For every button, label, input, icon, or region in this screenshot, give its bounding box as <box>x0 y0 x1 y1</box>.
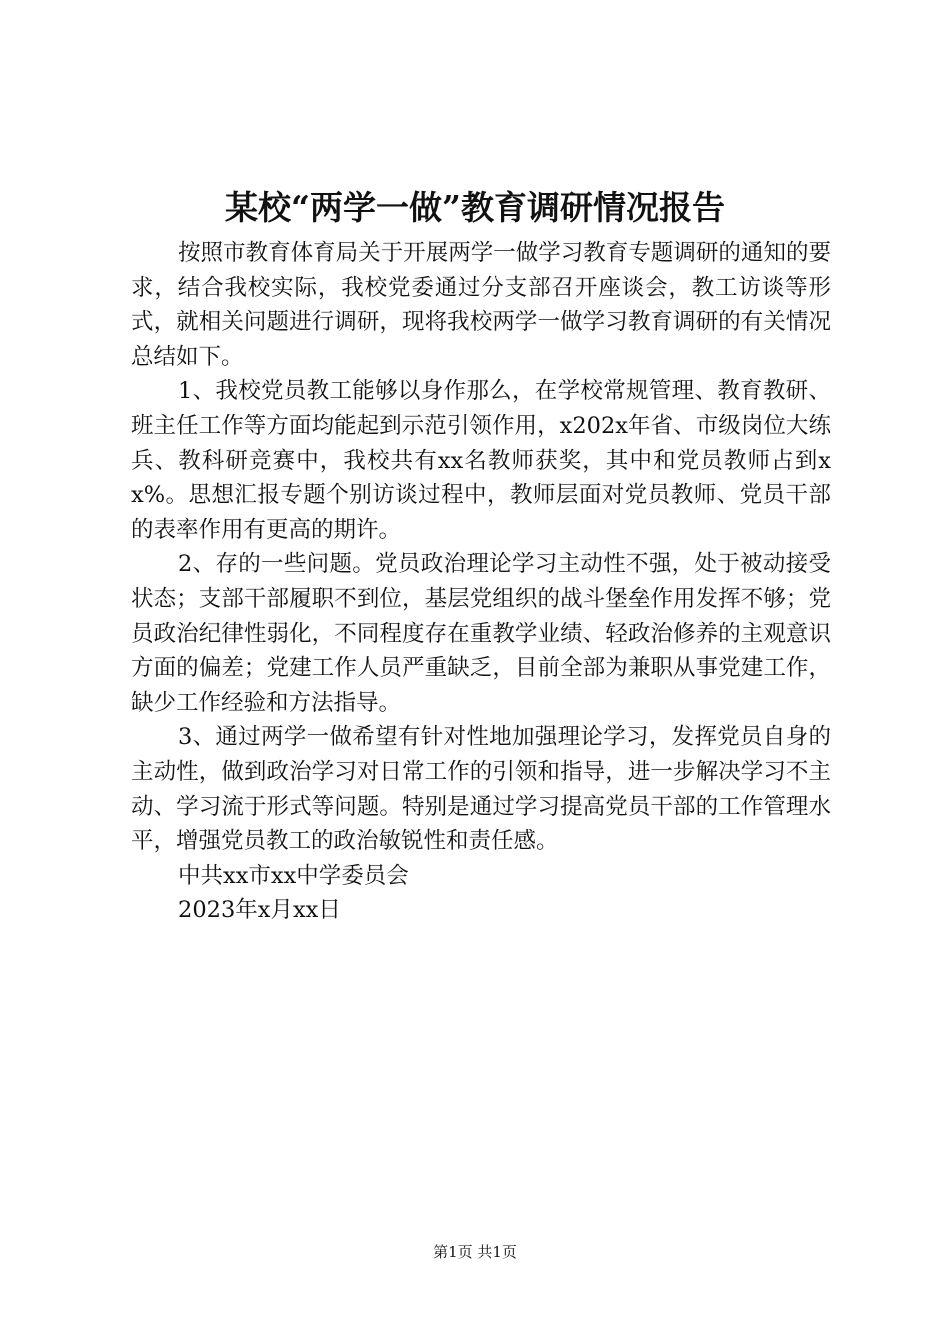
document-title: 某校“两学一做”教育调研情况报告 <box>225 188 725 227</box>
signature-date: 2023年x月xx日 <box>178 897 341 924</box>
signature-organization: 中共xx市xx中学委员会 <box>178 862 409 889</box>
document-body <box>131 236 831 928</box>
paragraph-point-3: 3、通过两学一做希望有针对性地加强理论学习，发挥党员自身的主动性，做到政治学习对日常工作的引领和指导，进一步解决学习不主动、学习流于形式等问题。特别是通过学习提高党员干部的工作管理水平，增强党员教工的政治敏锐性和责任感。 <box>131 724 831 855</box>
page-footer: 第1页 共1页 <box>433 1243 517 1261</box>
paragraph-point-2: 2、存的一些问题。党员政治理论学习主动性不强，处于被动接受状态；支部干部履职不到位，基层党组织的战斗堡垒作用发挥不够；党员政治纪律性弱化，不同程度存在重教学业绩、轻政治修养的主观意识方面的偏差；党建工作人员严重缺乏，目前全部为兼职从事党建工作，缺少工作经验和方法指导。 <box>131 551 831 716</box>
paragraph-intro: 按照市教育体育局关于开展两学一做学习教育专题调研的通知的要求，结合我校实际，我校党委通过分支部召开座谈会，教工访谈等形式，就相关问题进行调研，现将我校两学一做学习教育调研的有关情况总结如下。 <box>131 240 831 370</box>
paragraph-point-1: 1、我校党员教工能够以身作那么，在学校常规管理、教育教研、班主任工作等方面均能起到示范引领作用，x202x年省、市级岗位大练兵、教科研竞赛中，我校共有xx名教师获奖，其中和党员教师占到xx%。思想汇报专题个别访谈过程中，教师层面对党员教师、党员干部的表率作用有更高的期许。 <box>131 378 831 543</box>
